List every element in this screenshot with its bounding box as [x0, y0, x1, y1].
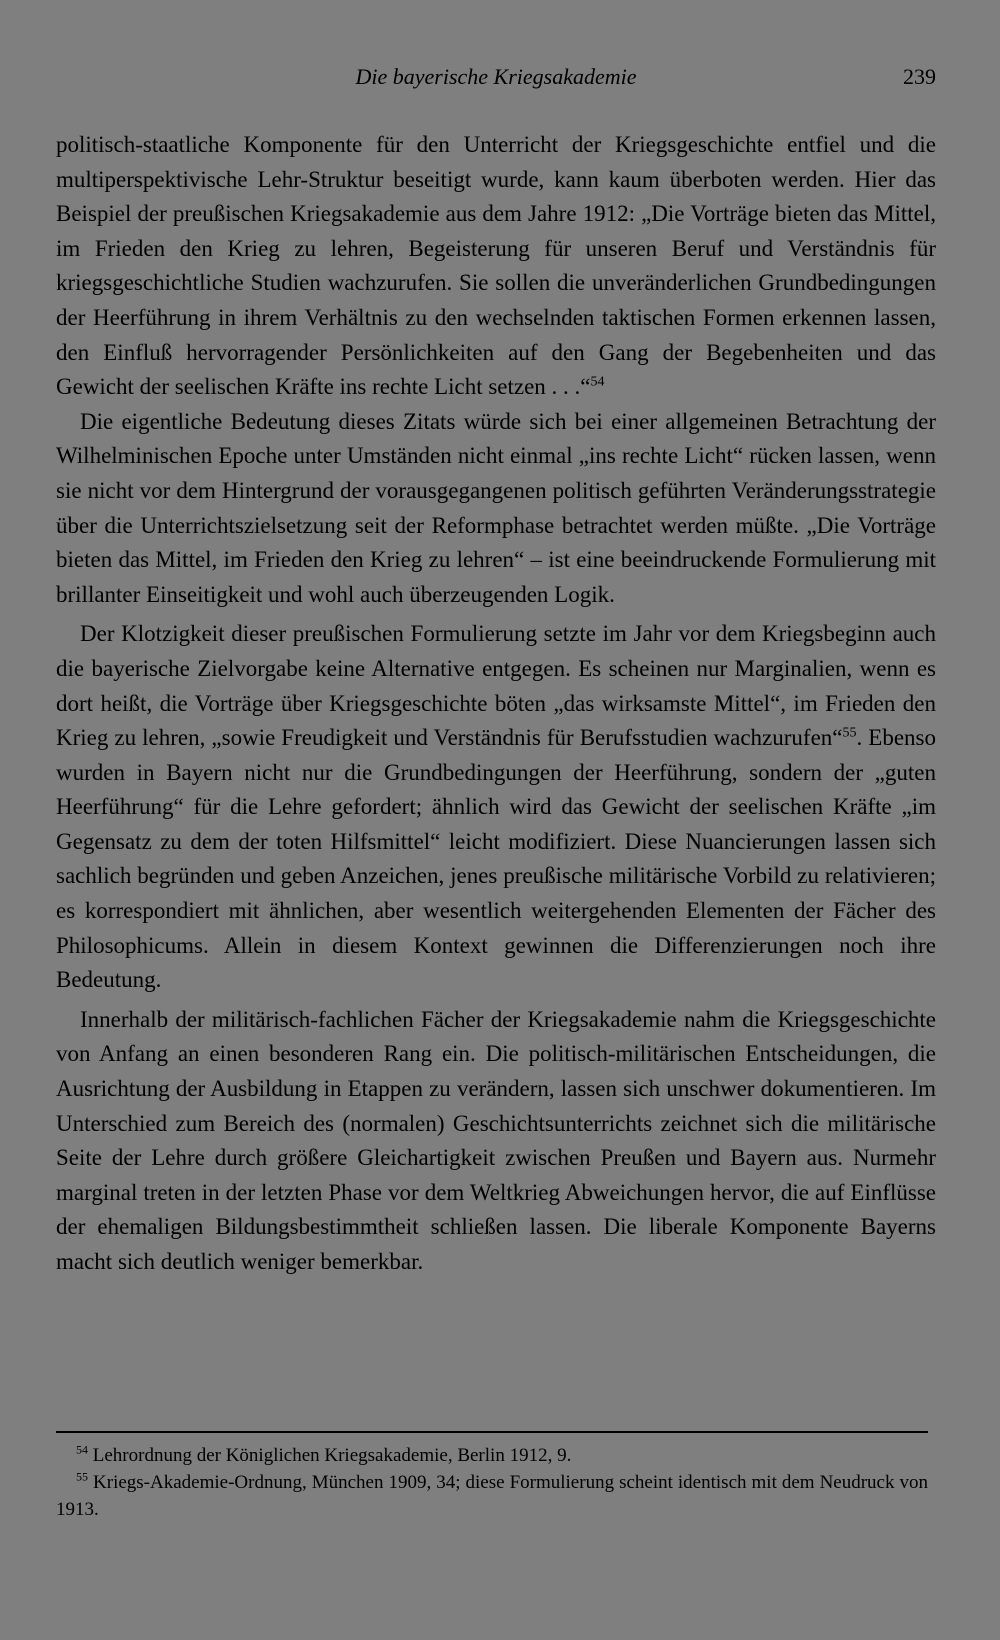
page-header: [56, 60, 936, 94]
footnote-54: [56, 1442, 928, 1469]
footnote-number: 55: [76, 1469, 88, 1484]
footnote-55: [56, 1469, 928, 1523]
paragraph-2: [56, 405, 936, 613]
paragraph-1: [56, 128, 936, 405]
footnote-ref-54: 54: [590, 374, 605, 390]
footnote-number: 54: [76, 1442, 88, 1457]
paragraph-2-text: Die eigentliche Bedeutung dieses Zitats würde sich bei einer allgemeinen Betrachtung der Wilhelminischen Epoche unter Umständen nicht einmal „ins rechte Licht“ rücken lassen, wenn sie nicht vor dem Hintergrund der vorausgegangenen politisch geführten Veränderungsstrategie über die Unterrichtszielsetzung seit der Reformphase betrachtet werden müßte. „Die Vorträge bieten das Mittel, im Frieden den Krieg zu lehren“ – ist eine beeindruckende Formulierung mit brillanter Einseitigkeit und wohl auch überzeugenden Logik.: [56, 408, 936, 607]
footnote-text: Kriegs-Akademie-Ordnung, München 1909, 34; diese Formulierung scheint identisch mit dem Neudruck von 1913.: [56, 1472, 928, 1520]
paragraph-4-text: Innerhalb der militärisch-fachlichen Fächer der Kriegsakademie nahm die Kriegsgeschichte von Anfang an einen besonderen Rang ein. Die politisch-militärischen Entscheidungen, die Ausrichtung der Ausbildung in Etappen zu verändern, lassen sich unschwer dokumentieren. Im Unterschied zum Bereich des (normalen) Geschichtsunterrichts zeichnet sich die militärische Seite der Lehre durch größere Gleichartigkeit zwischen Preußen und Bayern aus. Nurmehr marginal treten in der letzten Phase vor dem Weltkrieg Abweichungen hervor, die auf Einflüsse der ehemaligen Bildungsbestimmtheit schließen lassen. Die liberale Komponente Bayerns macht sich deutlich weniger bemerkbar.: [56, 1006, 936, 1274]
footnotes: [56, 1442, 928, 1523]
footnote-text: Lehrordnung der Königlichen Kriegsakademie, Berlin 1912, 9.: [92, 1445, 572, 1466]
page-number: 239: [903, 64, 936, 89]
paragraph-4: [56, 1003, 936, 1280]
paragraph-3-text-before: Der Klotzigkeit dieser preußischen Formulierung setzte im Jahr vor dem Kriegsbeginn auch die bayerische Zielvorgabe keine Alternative entgegen. Es scheinen nur Marginalien, wenn es dort heißt, die Vorträge über Kriegsgeschichte böten „das wirksamste Mittel“, im Frieden den Krieg zu lehren, „sowie Freudigkeit und Verständnis für Berufsstudien wachzurufen“: [56, 621, 936, 751]
footnote-separator: [56, 1431, 928, 1433]
running-title: Die bayerische Kriegsakademie: [355, 64, 637, 89]
paragraph-1-text: politisch-staatliche Komponente für den Unterricht der Kriegsgeschichte entfiel und die multiperspektivische Lehr-Struktur beseitigt wurde, kann kaum überboten werden. Hier das Beispiel der preußischen Kriegsakademie aus dem Jahre 1912: „Die Vorträge bieten das Mittel, im Frieden den Krieg zu lehren, Begeisterung für unseren Beruf und Verständnis für kriegsgeschichtliche Studien wachzurufen. Sie sollen die unveränderlichen Grundbedingungen der Heerführung in ihrem Verhältnis zu den wechselnden taktischen Formen erkennen lassen, den Einfluß hervorragender Persönlichkeiten auf den Gang der Begebenheiten und das Gewicht der seelischen Kräfte ins rechte Licht setzen . . .“: [56, 132, 936, 400]
paragraph-3: [56, 617, 936, 998]
body-text: [56, 128, 936, 1280]
paragraph-3-text-after: . Ebenso wurden in Bayern nicht nur die Grundbedingungen der Heerführung, sondern der „guten Heerführung“ für die Lehre gefordert; ähnlich wird das Gewicht der seelischen Kräfte „im Gegensatz zu dem der toten Hilfsmittel“ leicht modifiziert. Diese Nuancierungen lassen sich sachlich begründen und geben Anzeichen, jenes preußische militärische Vorbild zu relativieren; es korrespondiert mit ähnlichen, aber wesentlich weitergehenden Elementen der Fächer des Philosophicums. Allein in diesem Kontext gewinnen die Differenzierungen noch ihre Bedeutung.: [56, 725, 936, 993]
footnote-ref-55: 55: [842, 725, 857, 741]
